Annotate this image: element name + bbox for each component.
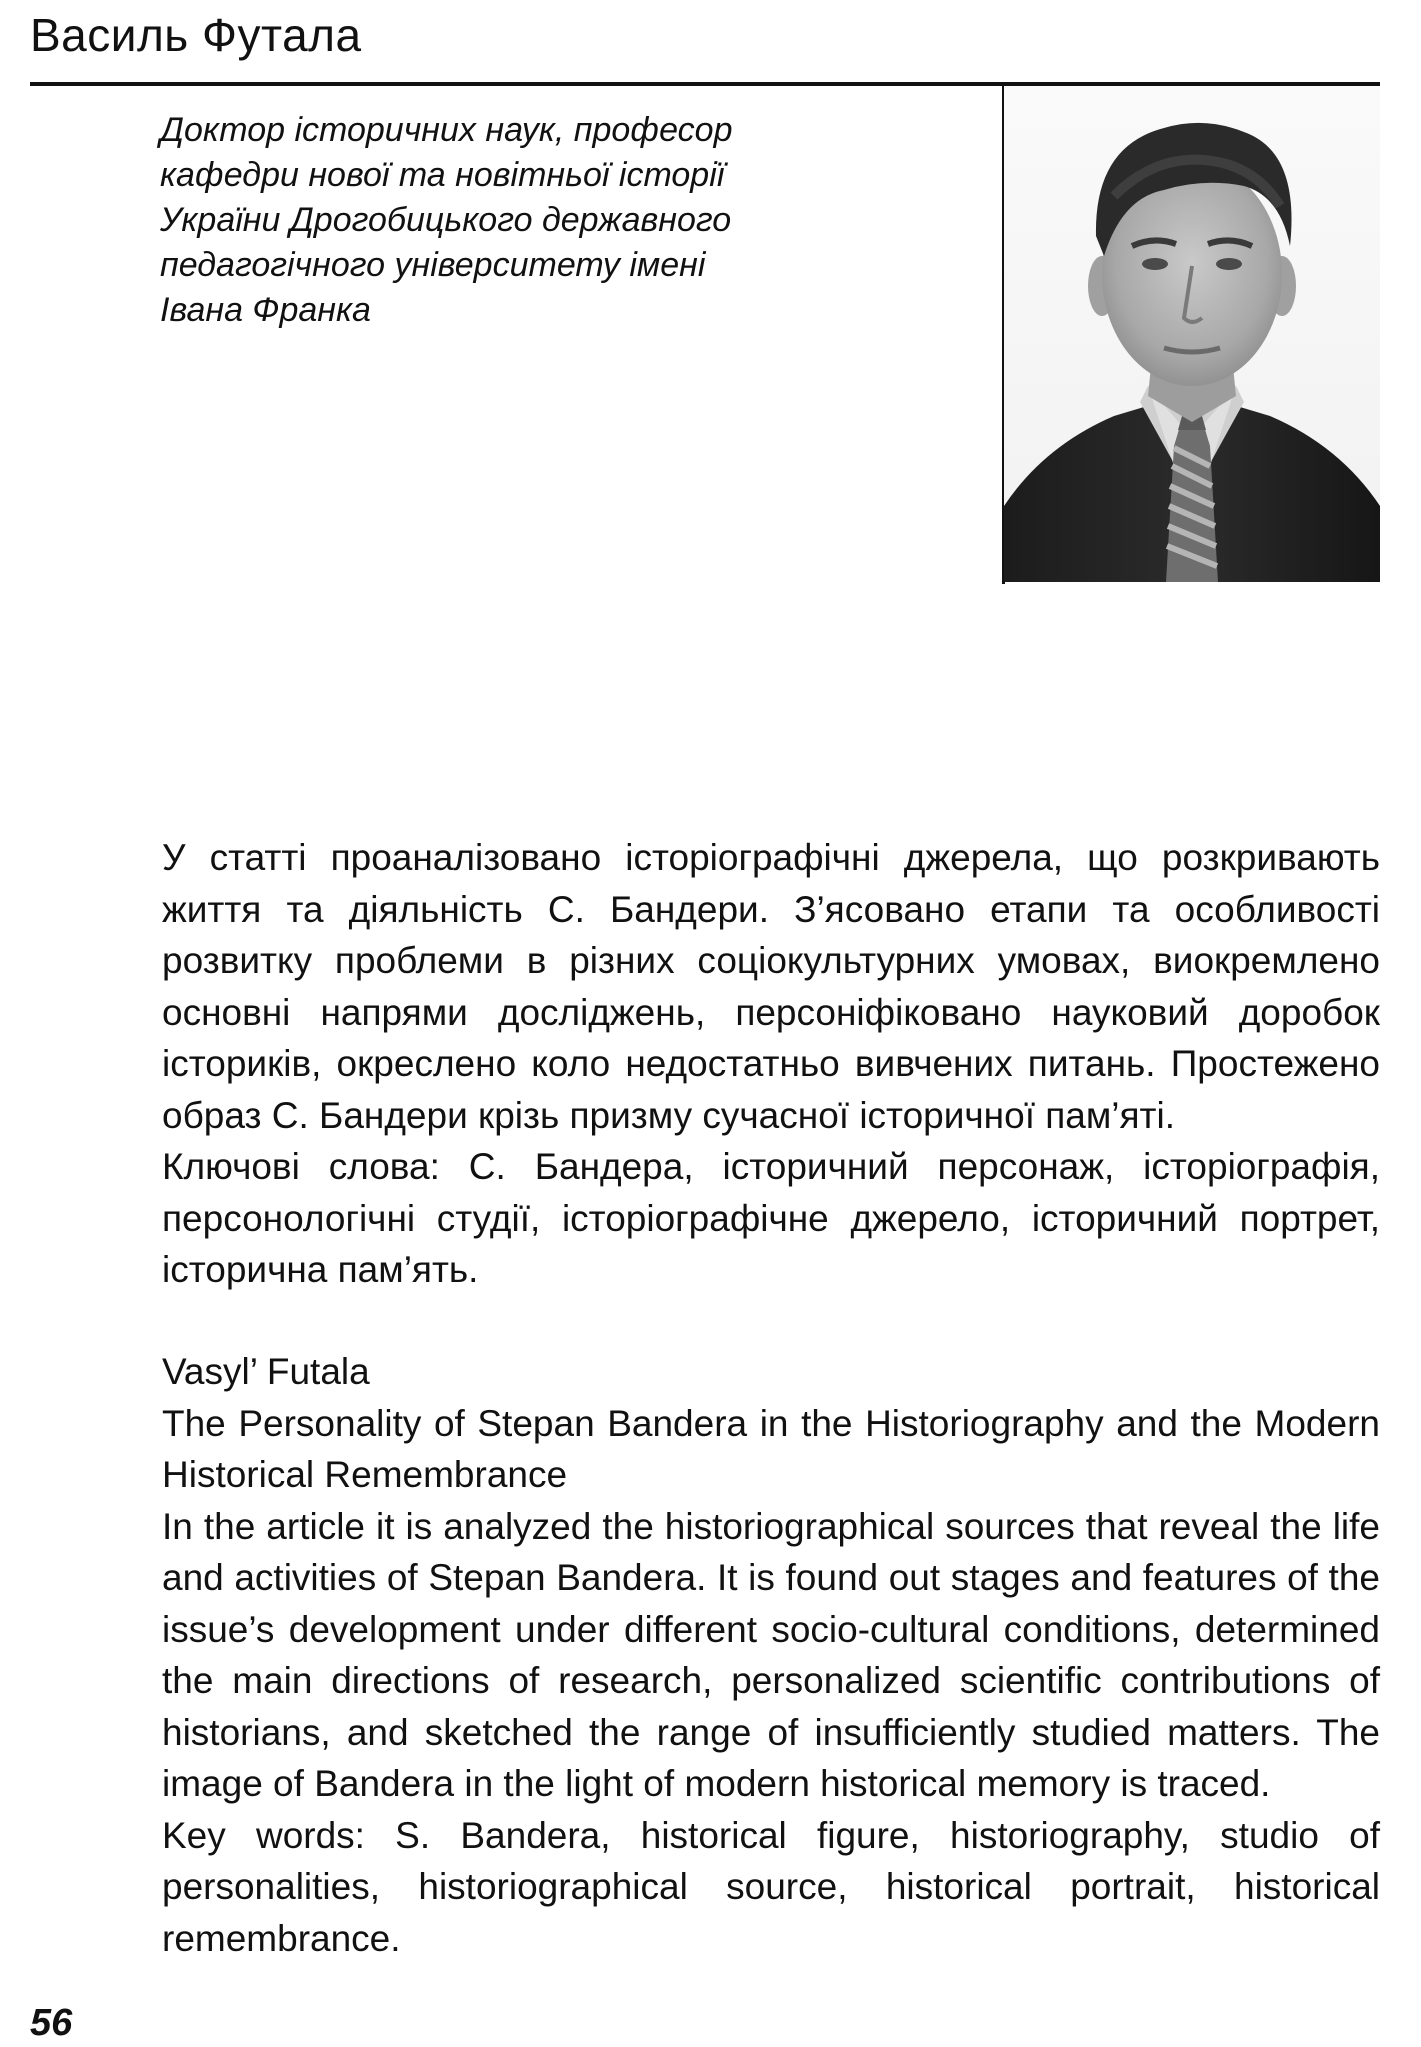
page-number: 56: [30, 2002, 73, 2044]
abstract-ua-body: У статті проаналізовано історіографічні джерела, що розкривають життя та діяльність С. Бандери. З’ясовано етапи та особливості розвитку проблеми в різних соціокультурних умовах, виокремлено основні напрями досліджень, персоніфіковано науковий доробок істориків, окреслено коло недостатньо вивчених питань. Простежено образ С. Бандери крізь призму сучасної історичної пам’яті.: [162, 837, 1380, 1136]
abstract-en-title: The Personality of Stepan Bandera in the Historiography and the Modern Historical Remembrance: [162, 1402, 1380, 1495]
abstract-en-author: Vasyl’ Futala: [162, 1351, 370, 1392]
abstract-english: [162, 1346, 1380, 1964]
abstract-ukrainian: [162, 832, 1380, 1296]
abstract-ua-keywords: Ключові слова: С. Бандера, історичний персонаж, історіографія, персонологічні студії, історіографічне джерело, історичний портрет, історична пам’ять.: [162, 1146, 1380, 1290]
abstract-en-keywords: Key words: S. Bandera, historical figure, historiography, studio of personalities, historiographical source, historical portrait, historical remembrance.: [162, 1814, 1380, 1959]
author-affiliation: Доктор історичних наук, професор кафедри нової та новітньої історії України Дрогобицького державного педагогічного університету імені Івана Франка: [160, 111, 733, 329]
author-name: Василь Футала: [30, 9, 362, 61]
author-portrait-photo: [1004, 86, 1380, 582]
abstract-en-body: In the article it is analyzed the historiographical sources that reveal the life and activities of Stepan Bandera. It is found out stages and features of the issue’s development under different socio-cultural conditions, determined the main directions of research, personalized scientific contributions of historians, and sketched the range of insufficiently studied matters. The image of Bandera in the light of modern historical memory is traced.: [162, 1505, 1380, 1804]
